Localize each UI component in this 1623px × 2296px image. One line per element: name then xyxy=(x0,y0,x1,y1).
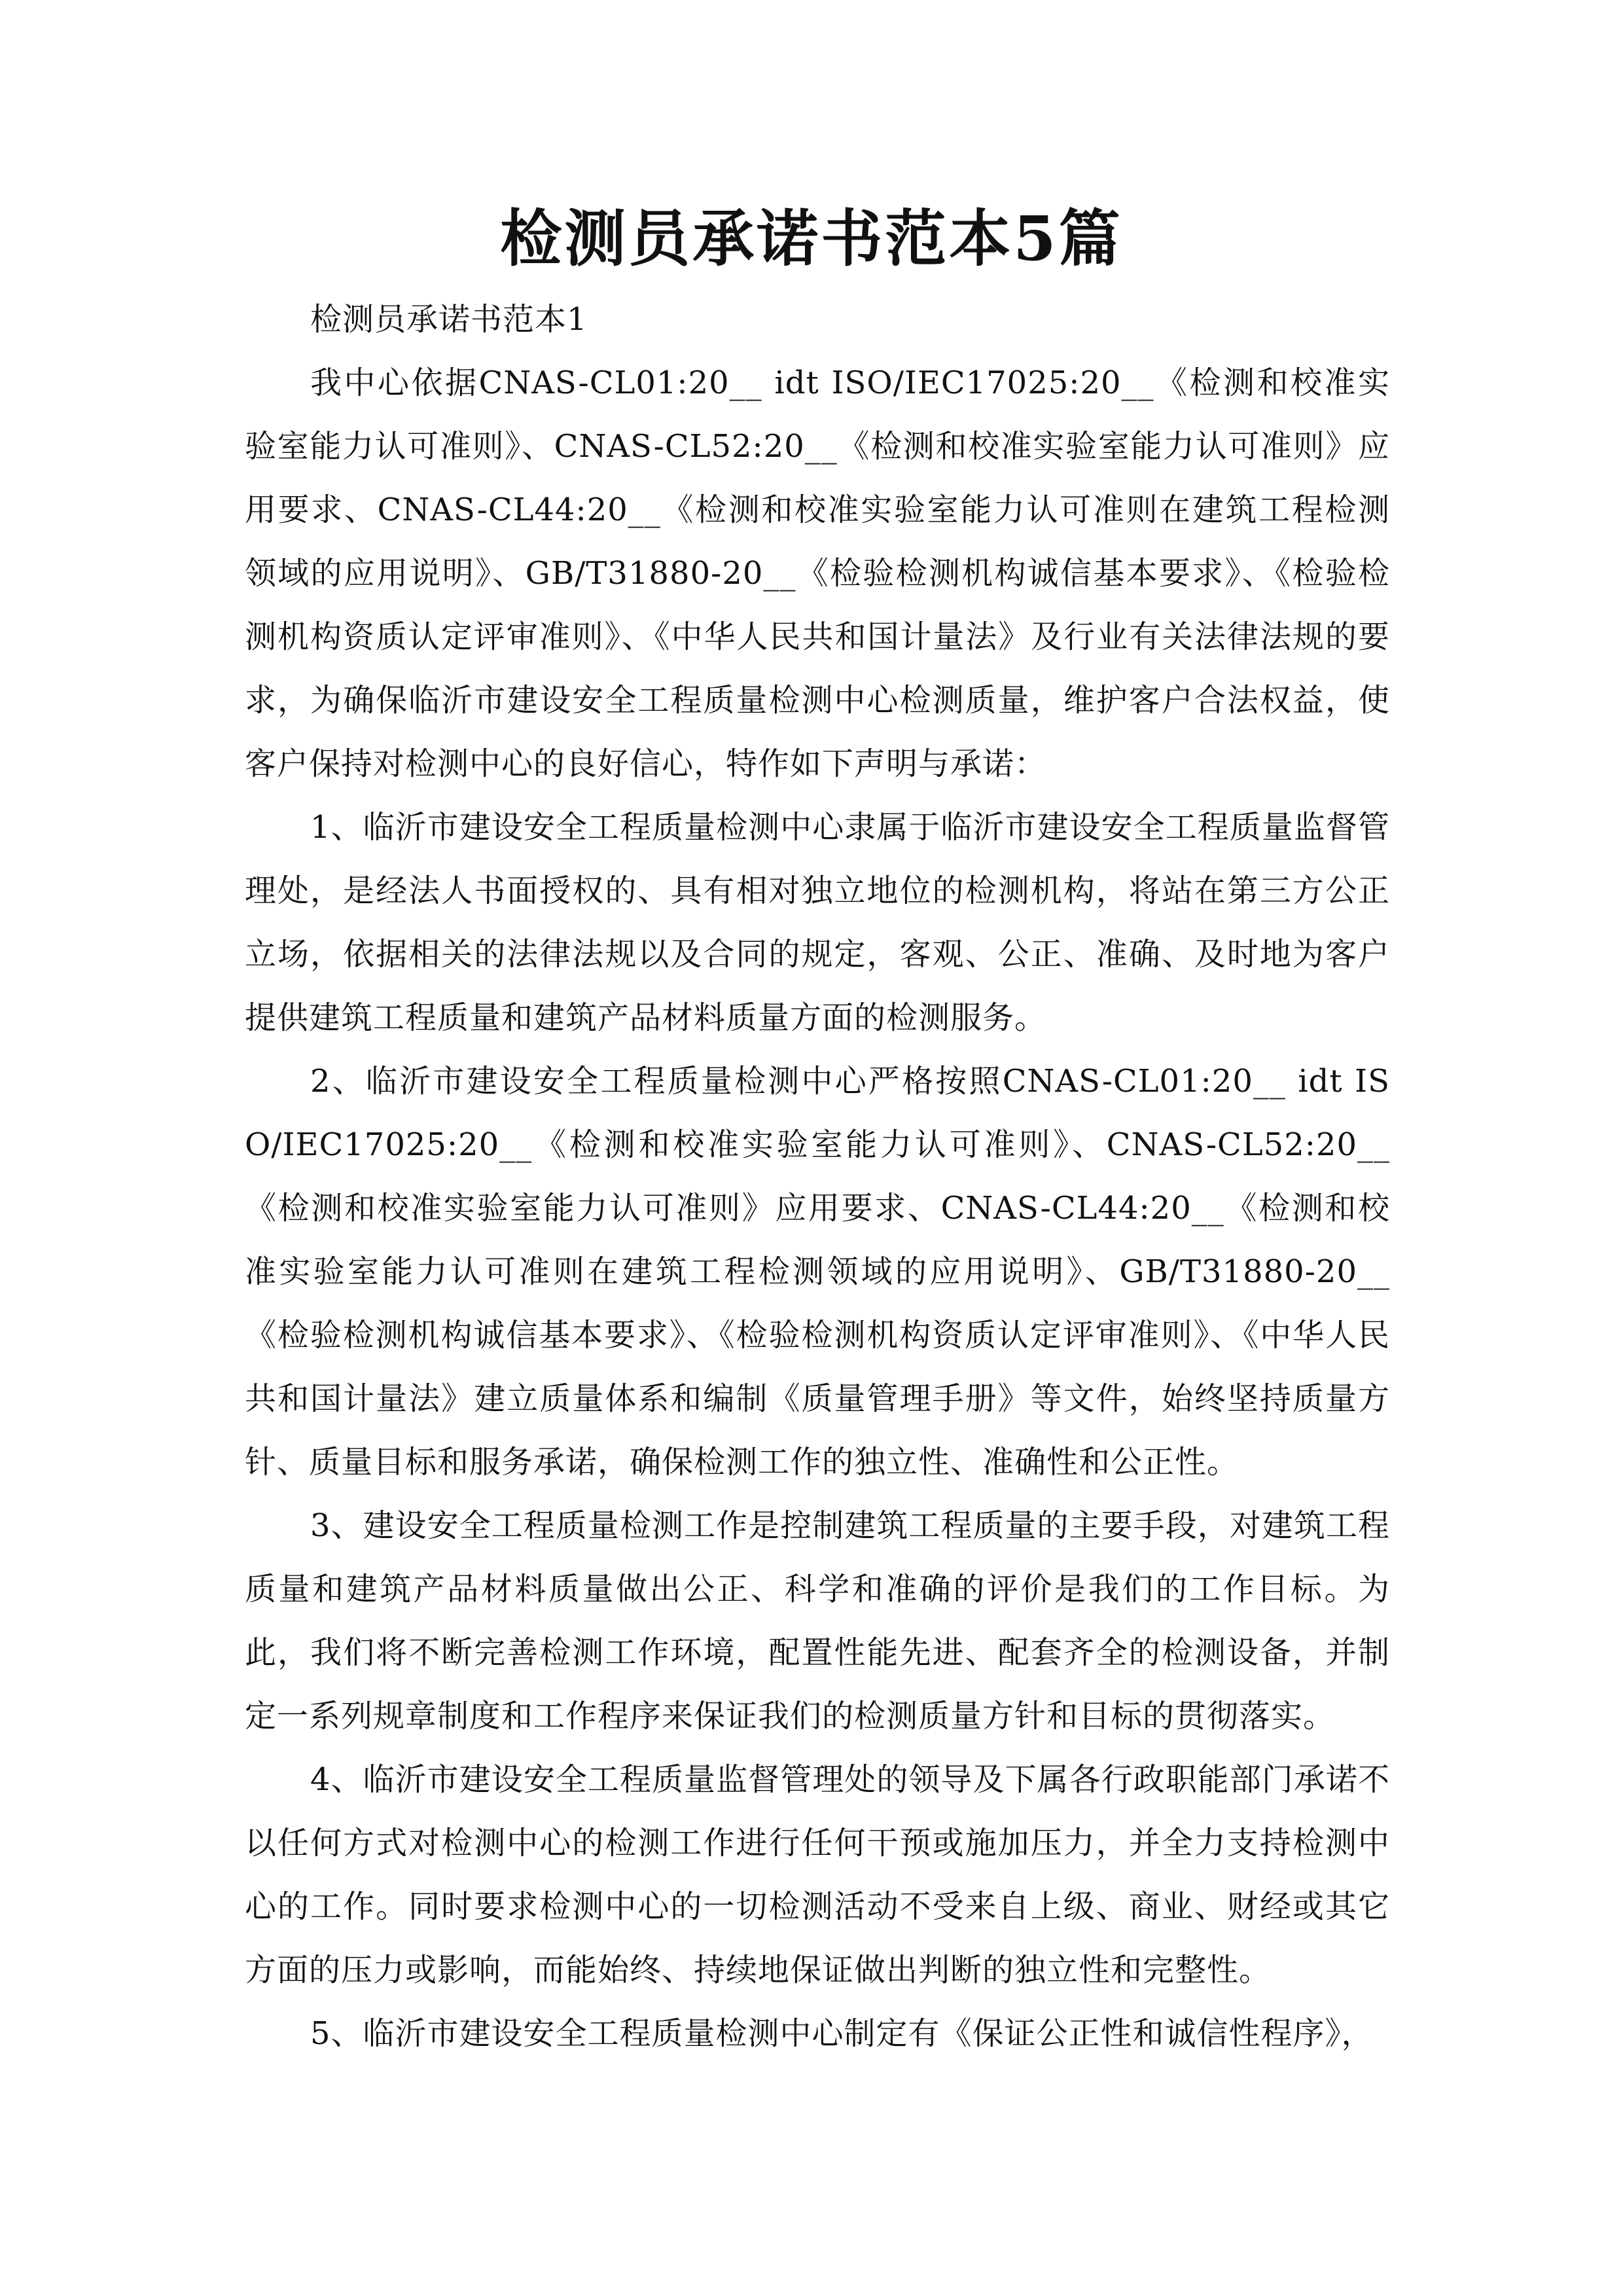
paragraph-3: 3、建设安全工程质量检测工作是控制建筑工程质量的主要手段，对建筑工程质量和建筑产品材料质量做出公正、科学和准确的评价是我们的工作目标。为此，我们将不断完善检测工作环境，配置性能先进、配套齐全的检测设备，并制定一系列规章制度和工作程序来保证我们的检测质量方针和目标的贯彻落实。 xyxy=(245,1507,1390,1734)
section-heading: 检测员承诺书范本1 xyxy=(310,301,588,338)
paragraph-intro: 我中心依据CNAS-CL01:20__ idt ISO/IEC17025:20__《检测和校准实验室能力认可准则》、CNAS-CL52:20__《检测和校准实验室能力认可准则》应用要求、CNAS-CL44:20__《检测和校准实验室能力认可准则在建筑工程检测领域的应用说明》、GB/T31880-20__《检验检测机构诚信基本要求》、《检验检测机构资质认定评审准则》、《中华人民共和国计量法》及行业有关法律法规的要求，为确保临沂市建设安全工程质量检测中心检测质量，维护客户合法权益，使客户保持对检测中心的良好信心，特作如下声明与承诺： xyxy=(245,365,1390,782)
document-title: 检测员承诺书范本5篇 xyxy=(500,203,1123,275)
paragraph-4: 4、临沂市建设安全工程质量监督管理处的领导及下属各行政职能部门承诺不以任何方式对检测中心的检测工作进行任何干预或施加压力，并全力支持检测中心的工作。同时要求检测中心的一切检测活动不受来自上级、商业、财经或其它方面的压力或影响，而能始终、持续地保证做出判断的独立性和完整性。 xyxy=(245,1761,1390,1988)
paragraph-5: 5、临沂市建设安全工程质量检测中心制定有《保证公正性和诚信性程序》， xyxy=(310,2015,1374,2052)
paragraph-1: 1、临沂市建设安全工程质量检测中心隶属于临沂市建设安全工程质量监督管理处，是经法人书面授权的、具有相对独立地位的检测机构，将站在第三方公正立场，依据相关的法律法规以及合同的规定，客观、公正、准确、及时地为客户提供建筑工程质量和建筑产品材料质量方面的检测服务。 xyxy=(245,809,1390,1036)
document-body xyxy=(245,288,1390,2066)
paragraph-2: 2、临沂市建设安全工程质量检测中心严格按照CNAS-CL01:20__ idt ISO/IEC17025:20__《检测和校准实验室能力认可准则》、CNAS-CL52:20__《检测和校准实验室能力认可准则》应用要求、CNAS-CL44:20__《检测和校准实验室能力认可准则在建筑工程检测领域的应用说明》、GB/T31880-20__《检验检测机构诚信基本要求》、《检验检测机构资质认定评审准则》、《中华人民共和国计量法》建立质量体系和编制《质量管理手册》等文件，始终坚持质量方针、质量目标和服务承诺，确保检测工作的独立性、准确性和公正性。 xyxy=(245,1063,1390,1480)
